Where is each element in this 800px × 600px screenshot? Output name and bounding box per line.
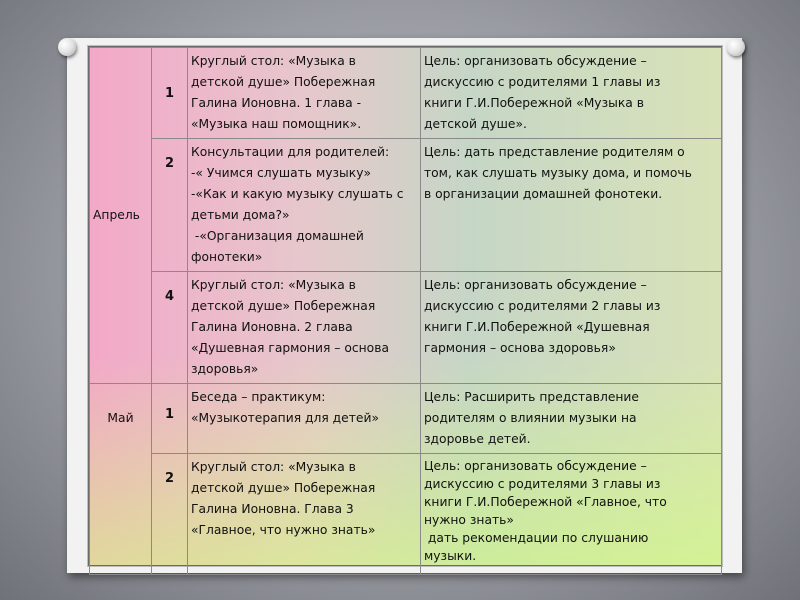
event-description: Круглый стол: «Музыка в детской душе» Побережная Галина Ионовна. 2 глава «Душевная гармония – основа здоровья» — [188, 272, 421, 384]
event-goal: Цель: организовать обсуждение – дискуссию с родителями 1 главы из книги Г.И.Побережной «Музыка в детской душе». — [421, 48, 722, 139]
event-number: 1 — [152, 48, 188, 139]
event-goal: Цель: организовать обсуждение – дискуссию с родителями 2 главы из книги Г.И.Побережной «Душевная гармония – основа здоровья» — [421, 272, 722, 384]
table-row — [90, 454, 722, 575]
event-description: Круглый стол: «Музыка в детской душе» Побережная Галина Ионовна. Глава 3 «Главное, что нужно знать» — [188, 454, 421, 575]
table-row — [90, 272, 722, 384]
event-number: 2 — [152, 454, 188, 575]
pushpin-right-icon — [727, 38, 745, 56]
event-goal: Цель: Расширить представление родителям о влиянии музыки на здоровье детей. — [421, 384, 722, 454]
table-row — [90, 48, 722, 139]
table-row — [90, 384, 722, 454]
pushpin-left-icon — [58, 38, 76, 56]
event-number: 4 — [152, 272, 188, 384]
event-number: 2 — [152, 139, 188, 272]
event-description: Консультации для родителей: -« Учимся слушать музыку» -«Как и какую музыку слушать с детьми дома?» -«Организация домашней фонотеки» — [188, 139, 421, 272]
month-cell-may: Май — [90, 384, 152, 575]
event-description: Круглый стол: «Музыка в детской душе» Побережная Галина Ионовна. 1 глава - «Музыка наш помощник». — [188, 48, 421, 139]
event-description: Беседа – практикум: «Музыкотерапия для детей» — [188, 384, 421, 454]
parent-events-table — [89, 47, 722, 575]
table-row — [90, 139, 722, 272]
event-goal: Цель: дать представление родителям о том, как слушать музыку дома, и помочь в организации домашней фонотеки. — [421, 139, 722, 272]
month-cell-april: Апрель — [90, 48, 152, 384]
event-goal: Цель: организовать обсуждение – дискуссию с родителями 3 главы из книги Г.И.Побережной «Главное, что нужно знать» дать рекомендации по слушанию музыки. — [421, 454, 722, 575]
event-number: 1 — [152, 384, 188, 454]
schedule-board — [88, 46, 722, 566]
